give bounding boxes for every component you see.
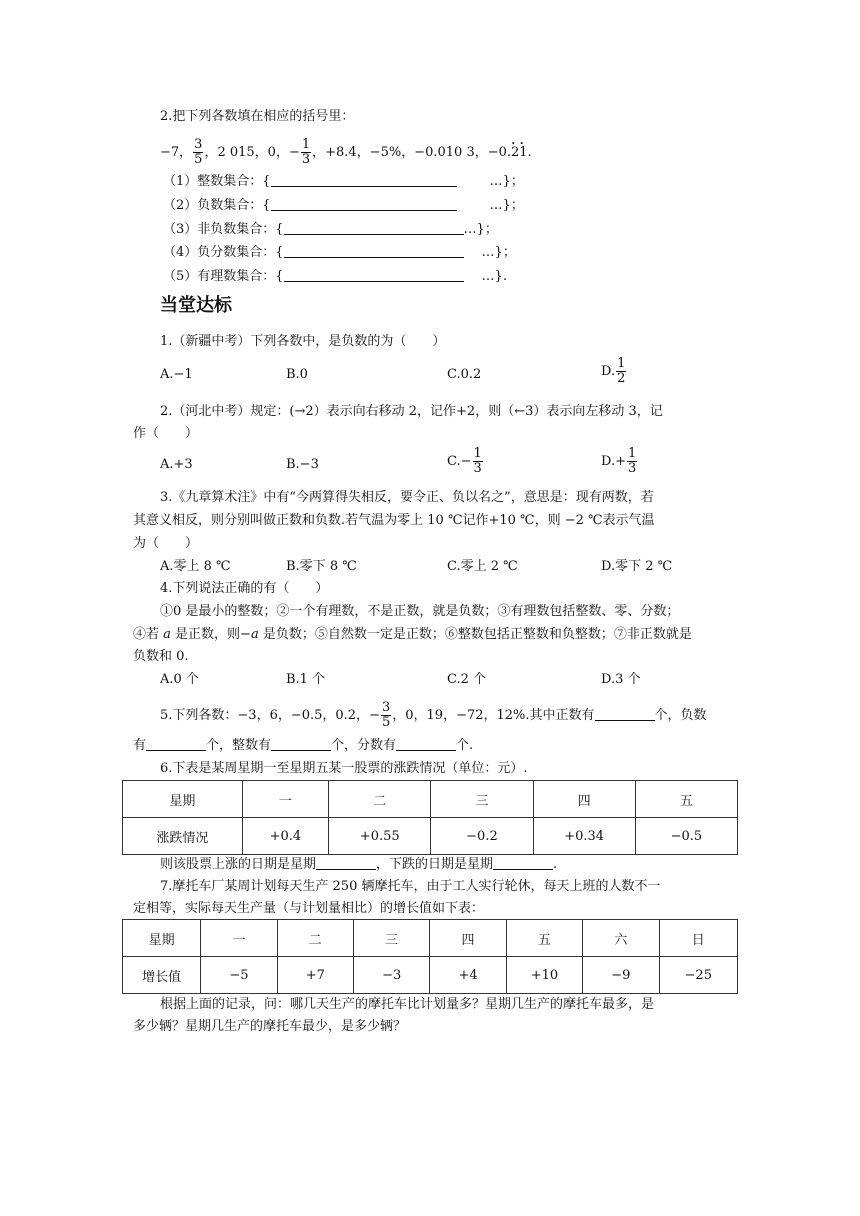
p2-stem-line2: 作（ ） xyxy=(133,426,199,441)
q2-title: 2.把下列各数填在相应的括号里： xyxy=(160,109,355,124)
answer-blank[interactable] xyxy=(316,856,376,870)
answer-blank[interactable] xyxy=(271,737,331,751)
p1-option-a[interactable]: A.−1 xyxy=(160,367,193,382)
p7-line1: 7.摩托车厂某周计划每天生产 250 辆摩托车，由于工人实行轮休，每天上班的人数不一 xyxy=(160,879,661,894)
set-negative-fractions: （4）负分数集合：{ …}； xyxy=(163,245,516,260)
p1-option-c[interactable]: C.0.2 xyxy=(447,367,482,382)
p3-option-d[interactable]: D.零下 2 ℃ xyxy=(601,559,673,574)
p7-line2: 定相等，实际每天生产量（与计划量相比）的增长值如下表： xyxy=(133,901,485,916)
p3-line1: 3.《九章算术注》中有“今两算得失相反，要令正、负以名之”，意思是：现有两数，若 xyxy=(160,490,654,505)
table-row: 涨跌情况 +0.4 +0.55 −0.2 +0.34 −0.5 xyxy=(123,818,738,855)
p2-option-a[interactable]: A.+3 xyxy=(160,457,193,472)
p5-line2: 有 个，整数有 个，分数有 个. xyxy=(133,738,474,753)
p7-after-line2: 多少辆？星期几生产的摩托车最少，是多少辆？ xyxy=(133,1019,407,1034)
set-negatives: （2）负数集合：{ …}； xyxy=(163,198,524,213)
p4-line2: ④若 a 是正数，则−a 是负数；⑤自然数一定是正数；⑥整数包括正整数和负整数；⑦非正数就是 xyxy=(133,627,692,642)
stock-change-table xyxy=(122,780,738,855)
table-header-row: 星期 一 二 三 四 五 六 日 xyxy=(123,920,738,957)
table-row: 增长值 −5 +7 −3 +4 +10 −9 −25 xyxy=(123,957,738,994)
p6-stem: 6.下表是某周星期一至星期五某一股票的涨跌情况（单位：元）. xyxy=(160,761,528,776)
p3-line2: 其意义相反，则分别叫做正数和负数.若气温为零上 10 ℃记作+10 ℃，则 −2 ℃表示气温 xyxy=(133,513,655,528)
p2-option-c[interactable]: C.− $\frac{1}{3}$ xyxy=(447,446,482,476)
q2-numbers: −7， $\frac{3}{5}$ ，2 015，0，− $\frac{1}{3}$ ，+8.4，−5%，−0.010 3，−0.21 • • . xyxy=(160,137,532,167)
p4-option-c[interactable]: C.2 个 xyxy=(447,672,487,687)
p1-option-b[interactable]: B.0 xyxy=(286,367,308,382)
answer-blank[interactable] xyxy=(396,737,456,751)
p5-line1: 5.下列各数：−3，6，−0.5，0.2，− $\frac{3}{5}$ ，0，19，−72，12%.其中正数有 个，负数 xyxy=(160,700,707,730)
p3-option-c[interactable]: C.零上 2 ℃ xyxy=(447,559,518,574)
answer-blank[interactable] xyxy=(284,244,464,258)
fraction-3-5: $\frac{3}{5}$ xyxy=(194,137,203,167)
table-header-row: 星期 一 二 三 四 五 xyxy=(123,781,738,818)
p3-line3: 为（ ） xyxy=(133,536,199,551)
answer-blank[interactable] xyxy=(271,173,457,187)
p7-after-line1: 根据上面的记录，问：哪几天生产的摩托车比计划量多？星期几生产的摩托车最多，是 xyxy=(160,997,655,1012)
p2-stem-line1: 2.（河北中考）规定：(→2）表示向右移动 2，记作+2，则（←3）表示向左移动 3，记 xyxy=(160,404,663,419)
p4-option-d[interactable]: D.3 个 xyxy=(601,672,641,687)
set-rationals: （5）有理数集合：{ …}. xyxy=(163,269,507,284)
fraction-1-3: $\frac{1}{3}$ xyxy=(301,137,311,167)
set-non-negatives: （3）非负数集合：{ …}； xyxy=(163,222,498,237)
set-integers: （1）整数集合：{ …}； xyxy=(163,174,524,189)
answer-blank[interactable] xyxy=(146,737,206,751)
p4-line3: 负数和 0. xyxy=(133,649,189,664)
p2-option-d[interactable]: D.+ $\frac{1}{3}$ xyxy=(601,446,637,476)
p6-question: 则该股票上涨的日期是星期 ，下跌的日期是星期 . xyxy=(160,857,558,872)
p1-option-d[interactable]: D. $\frac{1}{2}$ xyxy=(601,356,626,386)
p4-line1: ①0 是最小的整数；②一个有理数，不是正数，就是负数；③有理数包括整数、零、分数； xyxy=(160,604,680,619)
p1-stem: 1.（新疆中考）下列各数中，是负数的为（ ） xyxy=(160,334,446,349)
p4-option-b[interactable]: B.1 个 xyxy=(286,672,326,687)
answer-blank[interactable] xyxy=(595,707,655,721)
p2-option-b[interactable]: B.−3 xyxy=(286,457,319,472)
production-table xyxy=(122,919,738,994)
answer-blank[interactable] xyxy=(271,197,457,211)
p3-option-a[interactable]: A.零上 8 ℃ xyxy=(160,559,231,574)
answer-blank[interactable] xyxy=(284,221,464,235)
repeating-decimal-dots: • • xyxy=(511,140,525,148)
section-heading: 当堂达标 xyxy=(160,295,232,316)
p4-option-a[interactable]: A.0 个 xyxy=(160,672,199,687)
answer-blank[interactable] xyxy=(284,268,464,282)
p4-stem: 4.下列说法正确的有（ ） xyxy=(160,581,329,596)
p3-option-b[interactable]: B.零下 8 ℃ xyxy=(286,559,357,574)
answer-blank[interactable] xyxy=(493,856,553,870)
